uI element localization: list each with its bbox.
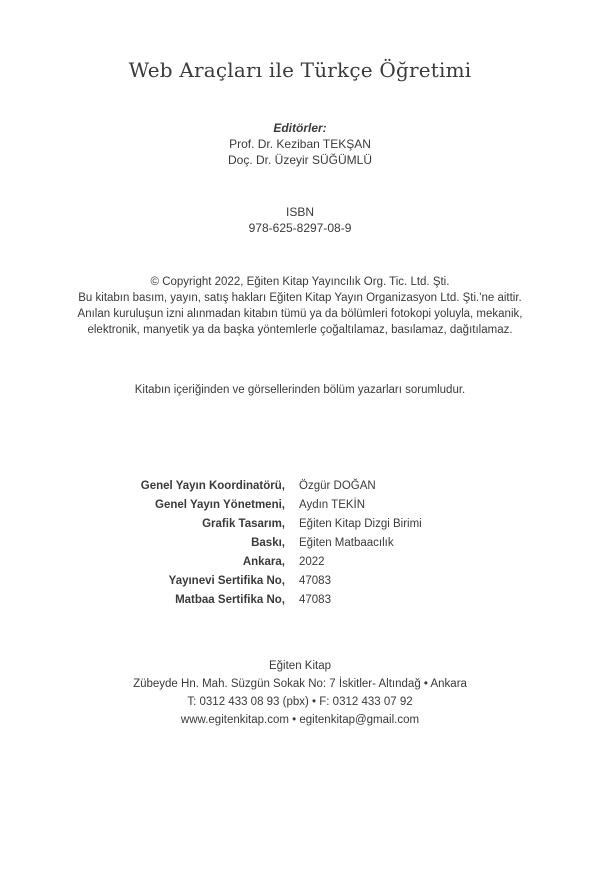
credit-row <box>0 553 600 572</box>
publisher-phone: T: 0312 433 08 93 (pbx) • F: 0312 433 07 92 <box>187 696 413 708</box>
publisher-address: Zübeyde Hn. Mah. Süzgün Sokak No: 7 İskitler- Altındağ • Ankara <box>133 678 467 690</box>
credit-value: Özgür DOĞAN <box>299 480 376 492</box>
credit-value: Aydın TEKİN <box>299 499 366 511</box>
rights-statement: Bu kitabın basım, yayın, satış hakları Eğiten Kitap Yayın Organizasyon Ltd. Şti.'ne aittir. Anılan kuruluşun izni alınmadan kitabın tümü ya da bölümleri fotokopi yoluyla, mekanik, elektronik, manyetik ya da başka yöntemlerle çoğaltılamaz, basılamaz, dağıtılamaz. <box>77 292 523 336</box>
credit-row <box>0 515 600 534</box>
isbn-block <box>0 204 600 236</box>
copyright-line: © Copyright 2022, Eğiten Kitap Yayıncılık Org. Tic. Ltd. Şti. <box>150 276 450 288</box>
credit-value: 47083 <box>299 575 331 587</box>
isbn-label: ISBN <box>285 205 314 219</box>
credit-value: Eğiten Kitap Dizgi Birimi <box>299 518 422 530</box>
credit-row <box>0 572 600 591</box>
credit-label: Yayınevi Sertifika No, <box>168 575 285 587</box>
credit-label: Baskı, <box>251 537 285 549</box>
credit-row <box>0 496 600 515</box>
editors-label: Editörler: <box>273 121 327 135</box>
publisher-name: Eğiten Kitap <box>268 660 331 672</box>
copyright-block <box>70 274 530 338</box>
credit-label: Matbaa Sertifika No, <box>175 594 285 606</box>
credits-table <box>0 477 600 610</box>
credit-value: 47083 <box>299 594 331 606</box>
credit-label: Genel Yayın Koordinatörü, <box>140 480 285 492</box>
credit-label: Grafik Tasarım, <box>202 518 285 530</box>
publisher-block <box>0 657 600 729</box>
credit-label: Genel Yayın Yönetmeni, <box>155 499 285 511</box>
book-title: Web Araçları ile Türkçe Öğretimi <box>128 58 472 82</box>
isbn-number: 978-625-8297-08-9 <box>248 221 352 235</box>
credit-row <box>0 591 600 610</box>
editors-block <box>0 120 600 168</box>
publisher-web: www.egitenkitap.com • egitenkitap@gmail.com <box>180 714 420 726</box>
credit-row <box>0 534 600 553</box>
credit-row <box>0 477 600 496</box>
credit-label: Ankara, <box>242 556 285 568</box>
editor-name: Doç. Dr. Üzeyir SÜĞÜMLÜ <box>227 153 373 167</box>
credit-value: 2022 <box>299 556 325 568</box>
responsibility-note: Kitabın içeriğinden ve görsellerinden bölüm yazarları sorumludur. <box>134 384 466 396</box>
editor-name: Prof. Dr. Keziban TEKŞAN <box>229 137 371 151</box>
credit-value: Eğiten Matbaacılık <box>299 537 394 549</box>
